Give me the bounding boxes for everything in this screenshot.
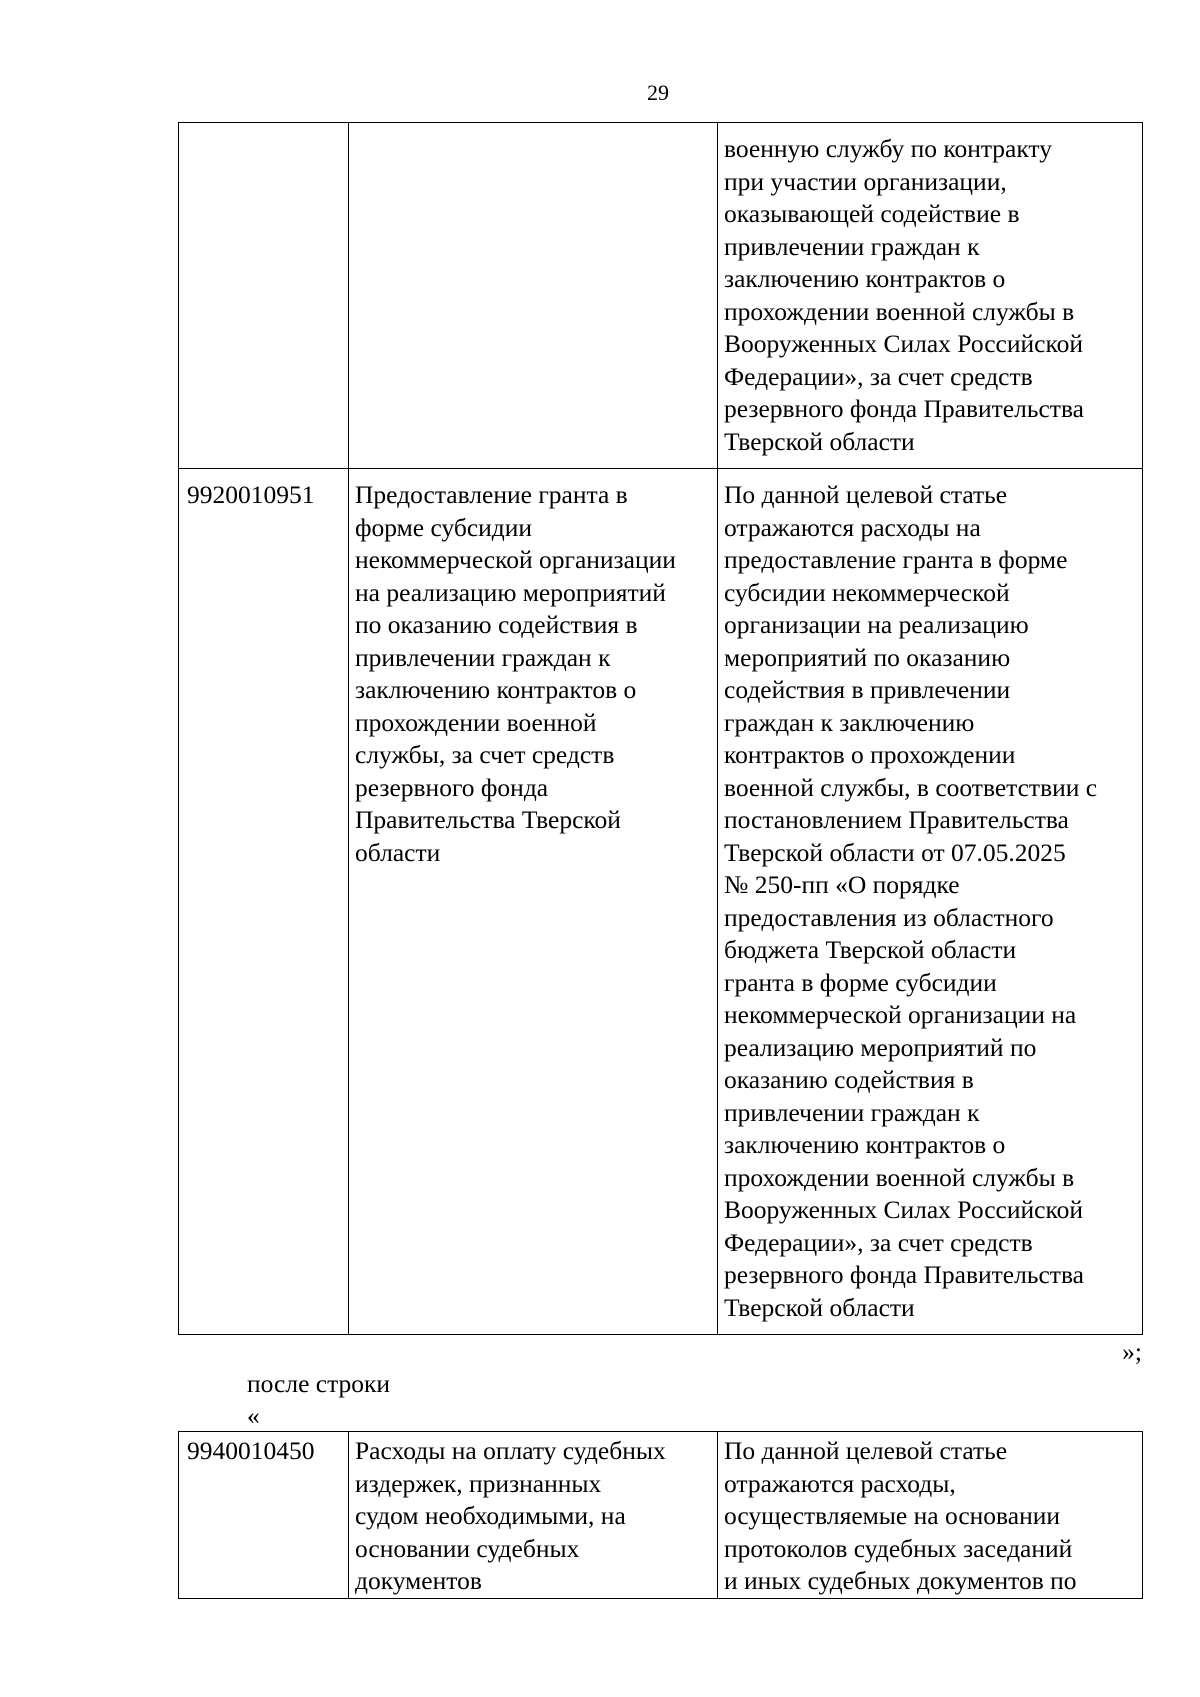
- target-article-name: [349, 123, 718, 469]
- page-number: 29: [647, 80, 669, 105]
- closing-quote: »;: [1122, 1337, 1142, 1366]
- after-row-label: после строки: [247, 1369, 391, 1398]
- budget-classification-table: [178, 122, 1143, 1335]
- target-article-code: 9940010450: [179, 1432, 349, 1599]
- target-article-name: Предоставление гранта в форме субсидии некоммерческой организации на реализацию мероприятий по оказанию содействия в привлечении граждан к заключению контрактов о прохождении военной службы, за счет средств резервного фонда Правительства Тверской области: [349, 469, 718, 1335]
- opening-quote: «: [247, 1401, 260, 1430]
- table-row: [179, 1432, 1143, 1599]
- table-row: [179, 123, 1143, 469]
- table-row: [179, 469, 1143, 1335]
- target-article-description: По данной целевой статье отражаются расходы на предоставление гранта в форме субсидии некоммерческой организации на реализацию мероприятий по оказанию содействия в привлечении граждан к заключению контрактов о прохождении военной службы, в соответствии с постановлением Правительства Тверской области от 07.05.2025 № 250-пп «О порядке предоставления из областного бюджета Тверской области гранта в форме субсидии некоммерческой организации на реализацию мероприятий по оказанию содействия в привлечении граждан к заключению контрактов о прохождении военной службы в Вооруженных Силах Российской Федерации», за счет средств резервного фонда Правительства Тверской области: [718, 469, 1143, 1335]
- target-article-name: Расходы на оплату судебных издержек, признанных судом необходимыми, на основании судебных документов: [349, 1432, 718, 1599]
- target-article-code: [179, 123, 349, 469]
- target-article-description: По данной целевой статье отражаются расходы, осуществляемые на основании протоколов судебных заседаний и иных судебных документов по: [718, 1432, 1143, 1599]
- target-article-description: военную службу по контракту при участии организации, оказывающей содействие в привлечении граждан к заключению контрактов о прохождении военной службы в Вооруженных Силах Российской Федерации», за счет средств резервного фонда Правительства Тверской области: [718, 123, 1143, 469]
- budget-classification-table-continued: [178, 1431, 1143, 1599]
- target-article-code: 9920010951: [179, 469, 349, 1335]
